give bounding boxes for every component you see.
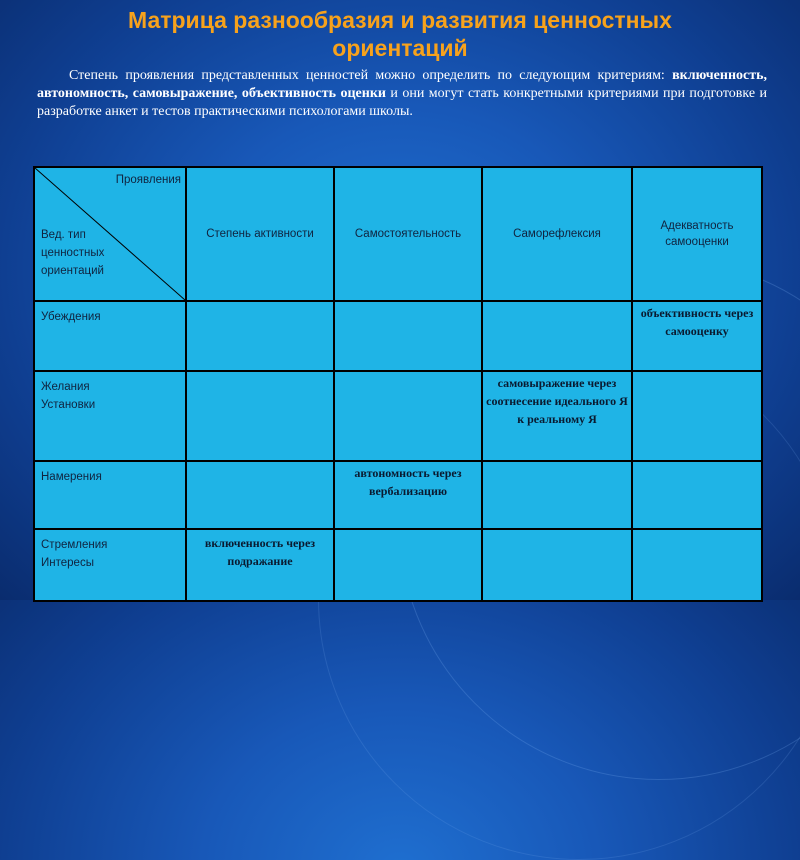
row-label: Стремления Интересы: [34, 529, 186, 601]
table-row: [34, 529, 762, 601]
table-cell: [186, 461, 334, 529]
table-cell: [334, 301, 482, 371]
paragraph-tail: и они могут стать конкретными критериями при подготовке и разработке анкет и тестов практическими психологами школы.: [37, 86, 768, 119]
table-cell: [482, 529, 632, 601]
table-cell: [334, 371, 482, 461]
header-self-reflection: Саморефлексия: [482, 167, 632, 301]
slide-title: Матрица разнообразия и развития ценностных ориентаций: [128, 7, 672, 61]
intro-paragraph: [37, 67, 767, 121]
table-cell: автономность через вербализацию: [334, 461, 482, 529]
table-row: [34, 301, 762, 371]
values-matrix-table: [33, 166, 763, 602]
table-cell: [186, 371, 334, 461]
table-cell: [334, 529, 482, 601]
table-cell: самовыражение через соотнесение идеального Я к реальному Я: [482, 371, 632, 461]
table-cell: включенность через подражание: [186, 529, 334, 601]
corner-top-label: Проявления: [115, 174, 181, 186]
paragraph-criteria: включенность, автономность, самовыражение, объективность оценки: [37, 68, 768, 101]
row-label: Желания Установки: [34, 371, 186, 461]
table-cell: [632, 529, 762, 601]
corner-cell: [34, 167, 186, 301]
table-row: [34, 371, 762, 461]
corner-bottom-label: Вед. тип ценностных ориентаций: [41, 229, 105, 277]
table-cell: [482, 461, 632, 529]
header-activity: Степень активности: [186, 167, 334, 301]
table-cell: объективность через самооценку: [632, 301, 762, 371]
table-cell: [632, 371, 762, 461]
table-cell: [482, 301, 632, 371]
row-label: Убеждения: [34, 301, 186, 371]
table-header-row: [34, 167, 762, 301]
paragraph-intro: Степень проявления представленных ценностей можно определить по следующим критериям:: [69, 68, 665, 83]
table-cell: [186, 301, 334, 371]
header-self-esteem-adequacy: Адекватность самооценки: [632, 167, 762, 301]
row-label: Намерения: [34, 461, 186, 529]
table-cell: [632, 461, 762, 529]
table-row: [34, 461, 762, 529]
header-independence: Самостоятельность: [334, 167, 482, 301]
